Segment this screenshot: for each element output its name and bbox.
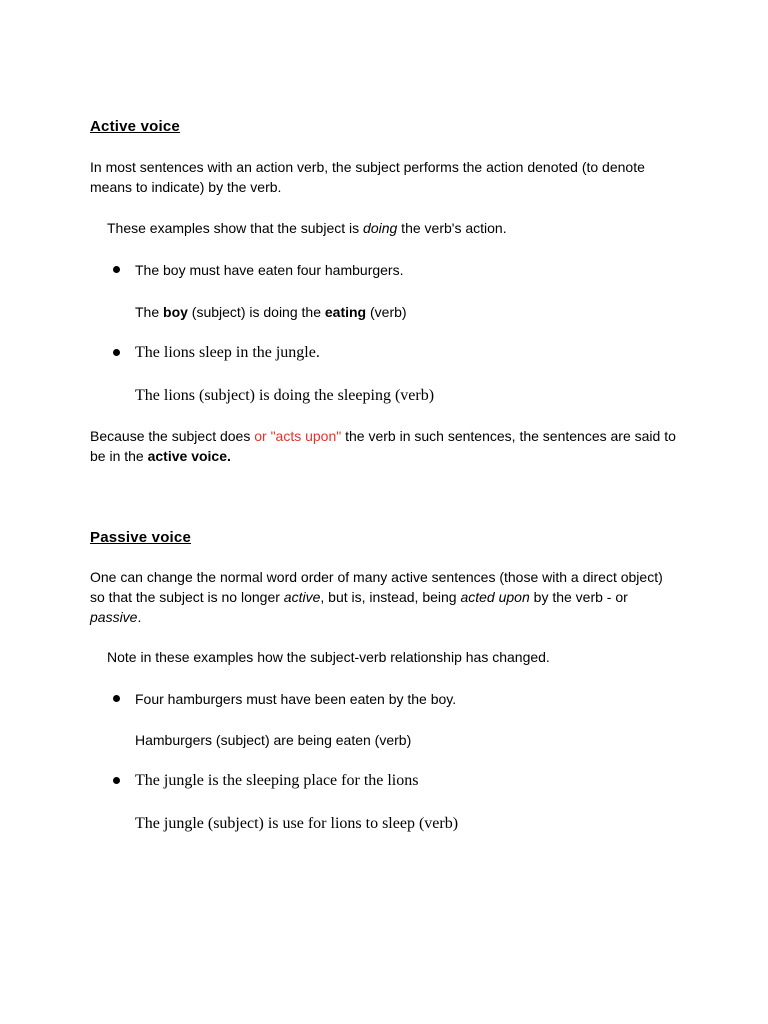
active-voice-intro: In most sentences with an action verb, the subject performs the action denoted (to denote means to indicate) by the verb. <box>90 159 645 195</box>
acts-upon-highlight: or "acts upon" <box>254 428 342 444</box>
bullet-icon <box>113 777 120 784</box>
active-example1-explanation: The boy (subject) is doing the eating (verb) <box>135 304 407 320</box>
active-examples-lead: These examples show that the subject is doing the verb's action. <box>107 220 507 236</box>
active-voice-conclusion: Because the subject does or "acts upon" the verb in such sentences, the sentences are said to be in the active voice. <box>90 428 676 464</box>
passive-voice-heading: Passive voice <box>90 529 192 546</box>
passive-examples-lead: Note in these examples how the subject-verb relationship has changed. <box>107 649 550 665</box>
active-example2-explanation: The lions (subject) is doing the sleeping (verb) <box>135 387 435 404</box>
emphasis-doing: doing <box>363 220 398 236</box>
passive-example2-explanation: The jungle (subject) is use for lions to sleep (verb) <box>135 815 459 832</box>
passive-voice-intro: One can change the normal word order of many active sentences (those with a direct object) so that the subject is no longer active, but is, instead, being acted upon by the verb - or passive. <box>90 569 663 625</box>
passive-example2-sentence: The jungle is the sleeping place for the lions <box>135 772 419 789</box>
passive-example1-explanation: Hamburgers (subject) are being eaten (verb) <box>135 732 412 748</box>
bullet-icon <box>113 695 120 702</box>
active-example1-sentence: The boy must have eaten four hamburgers. <box>135 262 404 278</box>
bullet-icon <box>113 349 120 356</box>
active-example2-sentence: The lions sleep in the jungle. <box>135 344 320 361</box>
active-voice-heading: Active voice <box>90 118 180 135</box>
passive-example1-sentence: Four hamburgers must have been eaten by the boy. <box>135 691 457 707</box>
bullet-icon <box>113 266 120 273</box>
